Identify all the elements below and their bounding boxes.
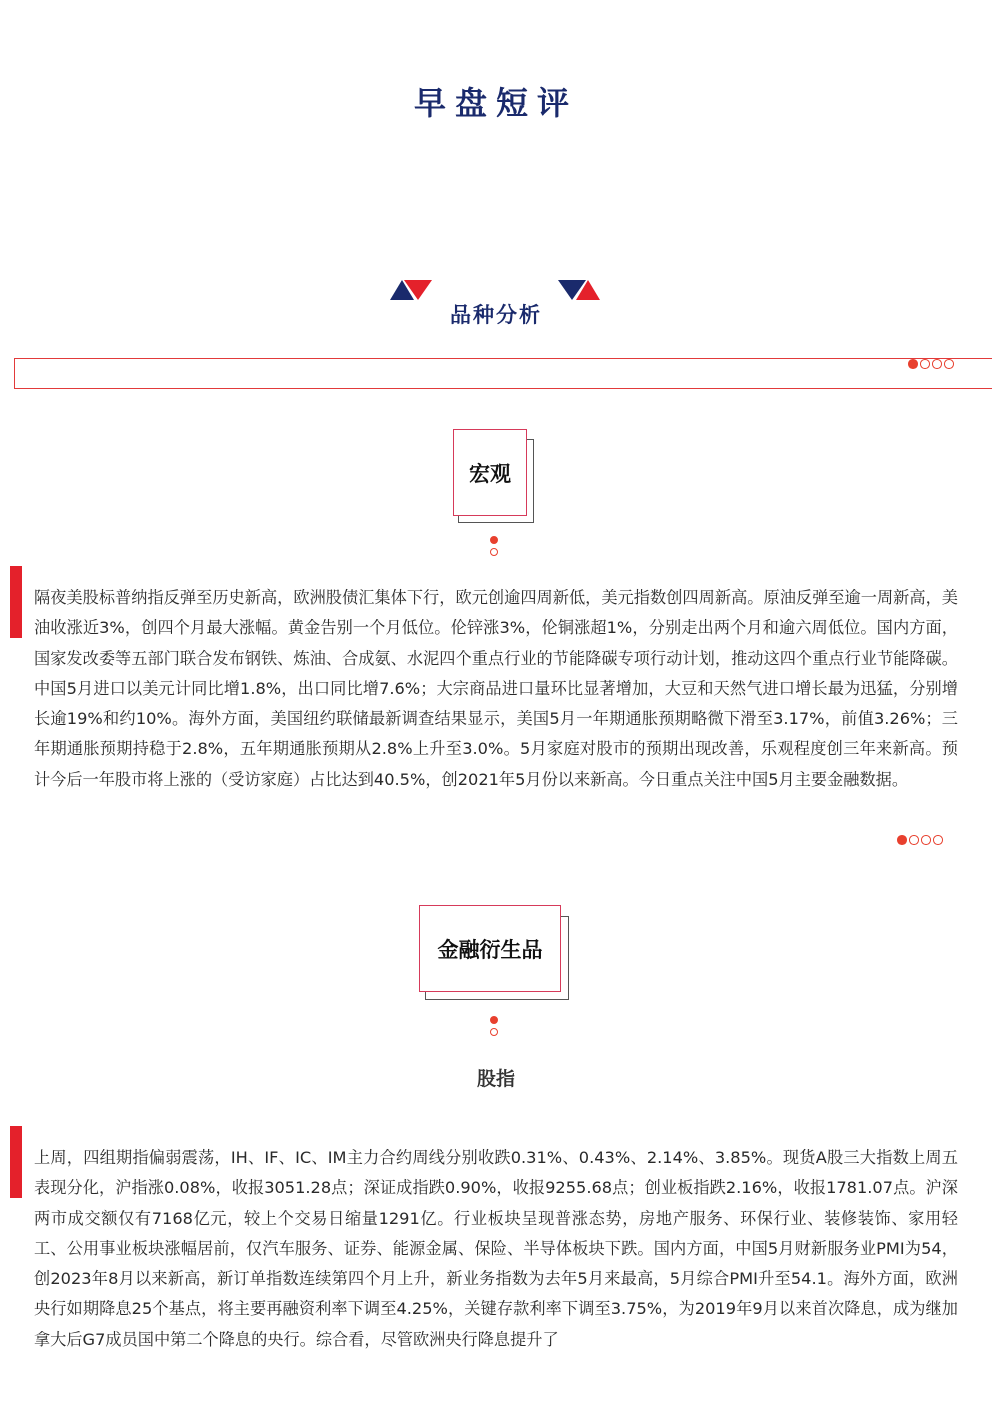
dot-icon [897,835,907,845]
dot-icon [920,359,930,369]
dot-icon [909,835,919,845]
macro-label: 宏观 [469,461,511,486]
paragraph-marker [10,1126,22,1198]
dots-indicator-middle [897,835,943,847]
dot-icon [921,835,931,845]
stock-index-subtitle: 股指 [476,1068,515,1090]
derivatives-label-box [419,905,561,992]
section-title: 品种分析 [450,303,542,327]
macro-label-box [453,429,527,516]
dot-icon [490,1016,498,1024]
derivatives-label: 金融衍生品 [437,937,543,962]
section-divider-bar [14,358,992,389]
dot-icon [490,548,498,556]
dot-icon [932,359,942,369]
paragraph-marker [10,566,22,638]
dot-icon [933,835,943,845]
macro-paragraph: 隔夜美股标普纳指反弹至历史新高，欧洲股债汇集体下行，欧元创逾四周新低，美元指数创四周新高。原油反弹至逾一周新高，美油收涨近3%，创四个月最大涨幅。黄金告别一个月低位。伦锌涨3%，伦铜涨超1%，分别走出两个月和逾六周低位。国内方面，国家发改委等五部门联合发布钢铁、炼油、合成氨、水泥四个重点行业的节能降碳专项行动计划，推动这四个重点行业节能降碳。中国5月进口以美元计同比增1.8%，出口同比增7.6%；大宗商品进口量环比显著增加，大豆和天然气进口增长最为迅猛，分别增长逾19%和约10%。海外方面，美国纽约联储最新调查结果显示，美国5月一年期通胀预期略微下滑至3.17%，前值3.26%；三年期通胀预期持稳于2.8%，五年期通胀预期从2.8%上升至3.0%。5月家庭对股市的预期出现改善，乐观程度创三年来新高。预计今后一年股市将上涨的（受访家庭）占比达到40.5%，创2021年5月份以来新高。今日重点关注中国5月主要金融数据。 [34,588,958,789]
derivatives-paragraph: 上周，四组期指偏弱震荡，IH、IF、IC、IM主力合约周线分别收跌0.31%、0.43%、2.14%、3.85%。现货A股三大指数上周五表现分化，沪指涨0.08%，收报3051.28点；深证成指跌0.90%，收报9255.68点；创业板指跌2.16%，收报1781.07点。沪深两市成交额仅有7168亿元，较上个交易日缩量1291亿。行业板块呈现普涨态势，房地产服务、环保行业、装修装饰、家用轻工、公用事业板块涨幅居前，仅汽车服务、证券、能源金属、保险、半导体板块下跌。国内方面，中国5月财新服务业PMI为54，创2023年8月以来新高，新订单指数连续第四个月上升，新业务指数为去年5月来最高，5月综合PMI升至54.1。海外方面，欧洲央行如期降息25个基点，将主要再融资利率下调至4.25%，关键存款利率下调至3.75%，为2019年9月以来首次降息，成为继加拿大后G7成员国中第二个降息的央行。综合看，尽管欧洲央行降息提升了 [34,1148,958,1349]
dot-icon [490,536,498,544]
dot-icon [490,1028,498,1036]
dot-icon [944,359,954,369]
vertical-dots-macro [490,536,500,560]
page-title: 早盘短评 [413,84,578,122]
vertical-dots-derivatives [490,1016,500,1040]
dot-icon [908,359,918,369]
dots-indicator-top [908,359,954,371]
